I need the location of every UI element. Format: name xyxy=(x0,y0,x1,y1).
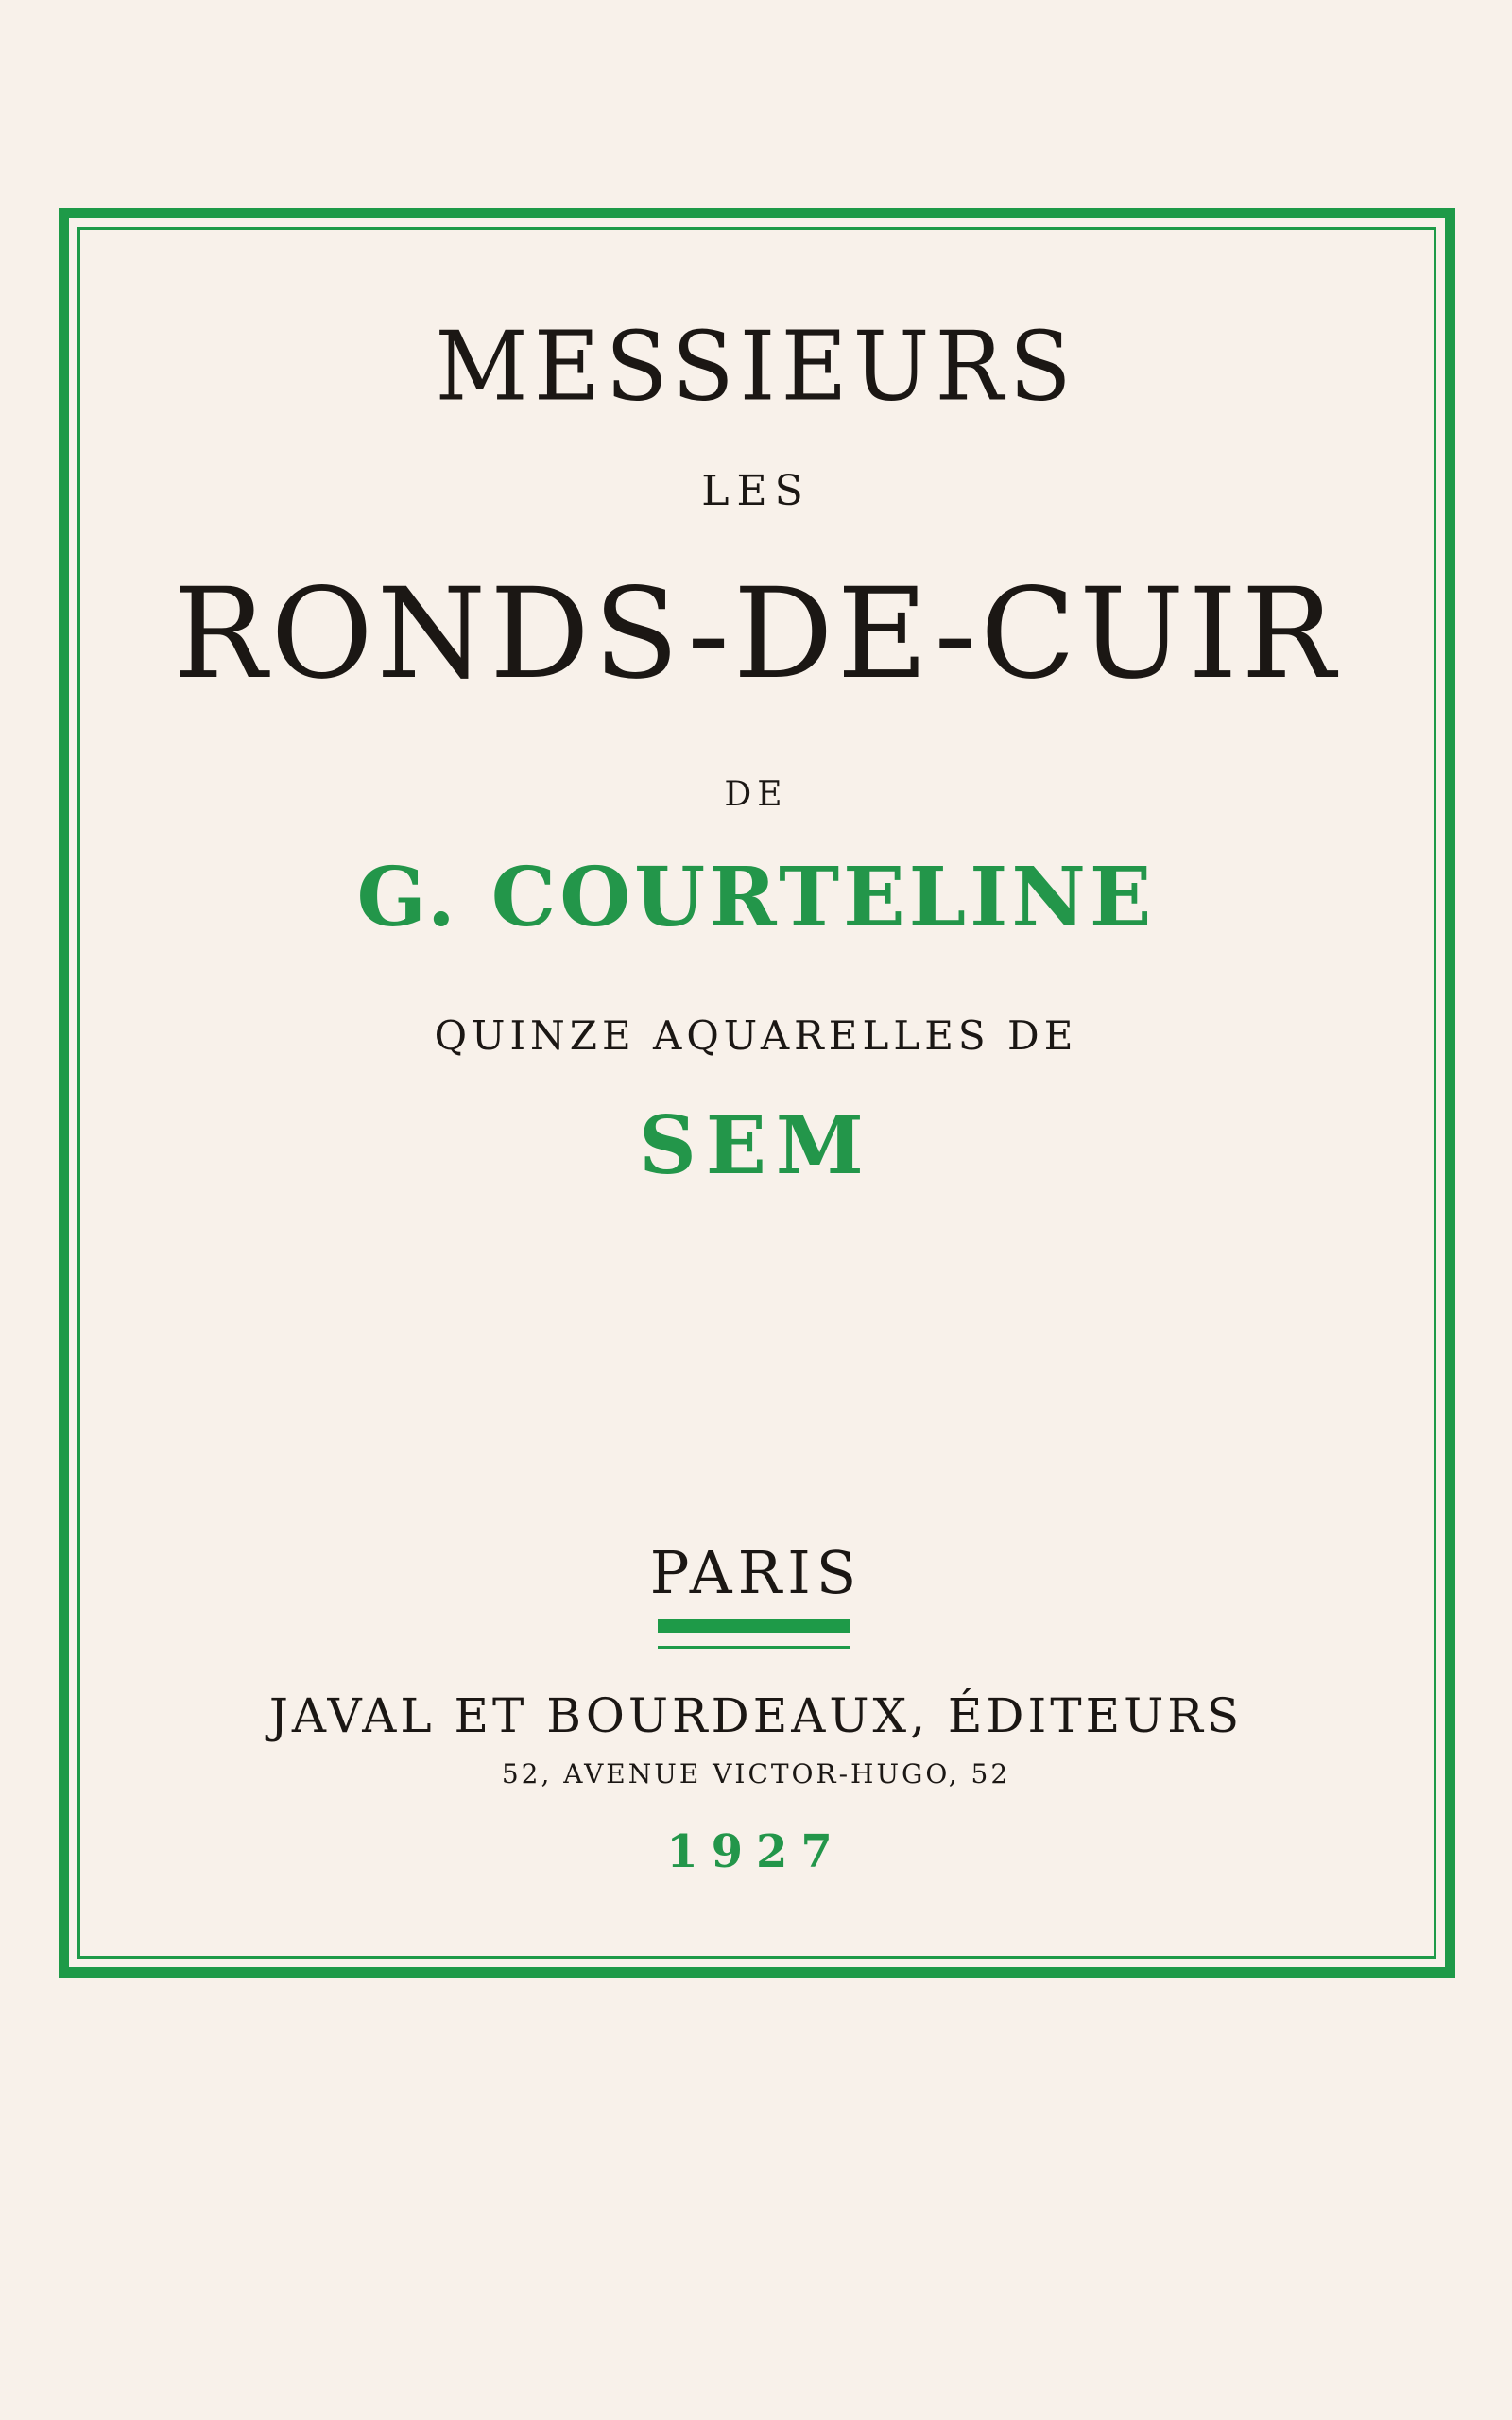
title-line-messieurs: MESSIEURS xyxy=(435,311,1077,423)
publisher-name: JAVAL ET BOURDEAUX, ÉDITEURS xyxy=(268,1688,1244,1743)
publication-year: 1927 xyxy=(666,1825,846,1878)
publication-city: PARIS xyxy=(649,1538,863,1607)
decorative-rule-thin xyxy=(658,1646,850,1649)
author-name: G. COURTELINE xyxy=(356,850,1156,945)
title-line-ronds-de-cuir: RONDS-DE-CUIR xyxy=(173,562,1339,707)
illustrator-name: SEM xyxy=(639,1098,873,1192)
by-line-de: DE xyxy=(724,775,788,814)
decorative-rule-thick xyxy=(658,1619,850,1633)
publisher-address: 52, AVENUE VICTOR-HUGO, 52 xyxy=(501,1758,1011,1789)
illustrations-note: QUINZE AQUARELLES DE xyxy=(434,1012,1078,1059)
title-line-les: LES xyxy=(701,467,811,515)
